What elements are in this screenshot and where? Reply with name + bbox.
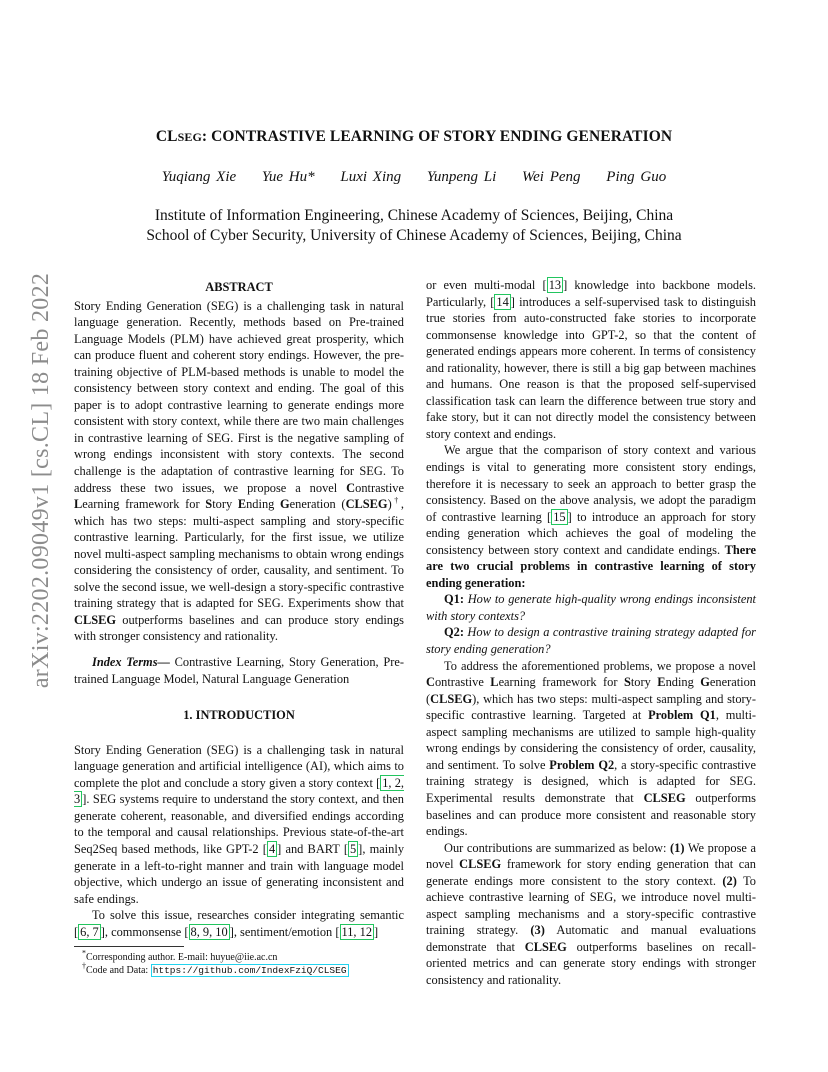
citation-link[interactable]: 5 <box>349 841 357 856</box>
clseg-name <box>525 940 567 954</box>
clseg-sc: SEG <box>541 939 567 954</box>
affiliation: Institute of Information Engineering, Chinese Academy of Sciences, Beijing, China <box>154 207 674 224</box>
arxiv-stamp-text: arXiv:2202.09049v1 [cs.CL] 18 Feb 2022 <box>28 272 55 688</box>
author-list <box>0 169 828 186</box>
problem-q2: Problem Q2 <box>549 757 615 772</box>
intro-part: , mainly generate in a left-to-right manner and train with language model objective, which undergo an issue of generating inconsistent and safe endings. <box>74 841 405 906</box>
intro-paragraph: Story Ending Generation (SEG) is a challenging task in natural language generation and artificial intelligence (AI), which aims to complete the plot and conclude a story given a story context [ 1, 2, 3 ]. SEG systems require to understand the story context, and then generate coherent, reasonable, and diversified endings according to the temporal and causal relationships. Previous state-of-the-art Seq2Seq based methods, like GPT-2 [ 4 ] and BART [ 5 ], mainly generate in a left-to-right manner and train with language model objective, which undergo an issue of generating inconsistent and safe endings. <box>74 742 405 906</box>
index-terms <box>74 654 404 687</box>
right-column <box>426 277 756 989</box>
affiliation: School of Cyber Security, University of Chinese Academy of Sciences, Beijing, China <box>146 227 682 244</box>
clseg-sc: SEG <box>362 497 388 512</box>
code-url-link[interactable]: https://github.com/IndexFziQ/CLSEG <box>152 965 347 976</box>
abstract-part: tory <box>212 497 238 512</box>
footnote <box>74 961 404 977</box>
dagger-mark: † <box>391 495 401 505</box>
citation-link[interactable]: 6, 7 <box>80 924 99 939</box>
body-part: outperforms baselines on recall-oriented metrics and can generate story endings with stronger consistency and rationality. <box>426 939 756 987</box>
clseg-cl: CL <box>459 857 477 872</box>
q1-label: Q1: <box>444 592 464 607</box>
body-part: ontrastive <box>434 675 491 690</box>
author: Yuqiang Xie <box>161 169 237 185</box>
intro-part: . SEG systems require to understand the story context, and then generate coherent, reasonable, and diversified endings according to the temporal and causal relationships. Previous state-of-the-art Seq2Seq based methods, like GPT-2 <box>74 792 404 856</box>
citation-link[interactable]: 14 <box>496 294 509 309</box>
body-part: outperforms baselines and can produce more consistent and reasonable story endings. <box>426 790 756 839</box>
body-part: We propose a novel <box>426 840 756 872</box>
author: Yue Hu* <box>261 169 315 185</box>
bold-letter: G <box>280 497 290 512</box>
intro-part: , sentiment/emotion <box>233 924 336 939</box>
bold-statement: There are two crucial problems in contrastive learning of story ending generation: <box>426 542 756 590</box>
body-part: eneration ( <box>426 675 757 706</box>
abstract-part: ontrastive <box>355 480 404 495</box>
contribution-number: (2) <box>722 873 737 888</box>
q2-label: Q2: <box>444 625 464 640</box>
body-part: tory <box>630 675 658 690</box>
title-prefix: CL <box>155 128 178 145</box>
body-part: We argue that the comparison of story context and various endings is vital to generating more consistent story endings, therefore it is necessary to seek an approach to better grasp the consistency. Based on the above analysis, we adopt the paradigm of contrastive learning <box>426 443 756 524</box>
author: Yunpeng Li <box>426 169 497 185</box>
intro-part: Story Ending Generation (SEG) is a challenging task in natural language generation and artificial intelligence (AI), which aims to complete the plot and conclude a story given a story context <box>74 742 404 790</box>
body-part: To achieve contrastive learning of SEG, we introduce novel multi-aspect sampling mechanisms and a story-specific contrastive training strategy. <box>426 873 756 938</box>
citation-link[interactable]: 8, 9, 10 <box>190 924 228 939</box>
paper-title <box>0 128 828 146</box>
body-part: or even multi-modal <box>426 278 543 292</box>
bold-letter: E <box>657 675 666 690</box>
abstract-part: outperforms baselines and can produce story endings with stronger consistency and rationality. <box>74 612 404 644</box>
abstract-part: , which has two steps: multi-aspect sampling and story-specific contrastive learning. Particularly, for the first issue, we utilize novel multi-aspect sampling mechanisms to obtain wrong endings considering the consistency of order, causality, and sentiment. To solve the second issue, we well-design a story-specific contrastive training strategy that is adapted for SEG. Experiments show that <box>74 497 404 611</box>
abstract-heading: ABSTRACT <box>205 280 273 294</box>
body-part: nding <box>665 675 701 690</box>
clseg-name <box>459 857 501 871</box>
citation-link[interactable]: 15 <box>553 509 566 524</box>
intro-part: , commonsense <box>104 924 185 939</box>
bold-letter: L <box>74 497 83 512</box>
star-mark: * <box>82 948 86 958</box>
citation-link[interactable]: 4 <box>268 841 276 856</box>
intro-paragraph: To solve this issue, researches consider integrating semantic [ 6, 7 ], commonsense [ 8, 9, 10 ], sentiment/emotion [ 11, 12 ] <box>74 908 404 939</box>
intro-heading: 1. INTRODUCTION <box>183 708 295 723</box>
body-paragraph: We argue that the comparison of story context and various endings is vital to generating more consistent story endings, therefore it is necessary to seek an approach to better grasp the consistency. Based on the above analysis, we adopt the paradigm of contrastive learning [ 15 ] to introduce an approach for story ending generation which achieves the goal of modeling the consistency between story context and candidate endings. There are two crucial problems in contrastive learning of story ending generation: <box>426 443 756 590</box>
citation-link[interactable]: 13 <box>548 278 562 292</box>
index-terms-label: Index Terms— <box>92 655 170 670</box>
problem-q1: Problem Q1 <box>648 708 716 723</box>
index-terms-text: Contrastive Learning, Story Generation, Pre-trained Language Model, Natural Language Generation <box>74 655 404 686</box>
q1-text: How to generate high-quality wrong endings inconsistent with story contexts? <box>426 592 756 623</box>
clseg-cl: CL <box>345 497 363 512</box>
clseg-cl: CL <box>74 612 92 627</box>
clseg-sc: SEG <box>660 790 686 805</box>
body-paragraph <box>426 840 756 989</box>
arxiv-stamp <box>12 272 72 688</box>
bold-letter: C <box>426 675 435 690</box>
contribution-number: (1) <box>670 840 685 855</box>
bold-letter: S <box>205 497 213 512</box>
dagger-mark: † <box>82 961 86 971</box>
body-paragraph <box>426 658 756 840</box>
clseg-name <box>644 791 686 805</box>
footnote-text: Corresponding author. E-mail: huyue@iie.ac.cn <box>86 952 278 963</box>
body-part: framework for story ending generation that can generate endings more consistent to the story context. <box>426 857 756 888</box>
bold-letter: C <box>346 480 356 495</box>
intro-part: To solve this issue, researches consider integrating semantic <box>92 908 404 923</box>
clseg-sc: SEG <box>91 612 117 627</box>
bold-letter: G <box>700 675 710 690</box>
author: Ping Guo <box>606 169 667 185</box>
body-part: earning framework for <box>498 675 618 690</box>
footnote-rule <box>74 946 184 947</box>
abstract-part: earning framework for <box>82 497 200 512</box>
body-part: to introduce an approach for story ending generation which achieves the goal of modeling the consistency between story context and candidate endings. <box>426 509 756 557</box>
author: Luxi Xing <box>340 169 402 185</box>
q2-text: How to design a contrastive training strategy adapted for story ending generation? <box>426 625 756 657</box>
citation-link[interactable]: 1, 2, 3 <box>74 775 404 807</box>
clseg-cl: CL <box>524 939 542 954</box>
footnotes <box>74 946 404 977</box>
contribution-number: (3) <box>530 923 545 938</box>
clseg-sc: SEG <box>447 691 473 706</box>
author: Wei Peng <box>522 169 581 185</box>
body-part: knowledge into backbone models. Particularly, <box>426 278 756 309</box>
affiliations <box>0 206 828 246</box>
body-part: To address the aforementioned problems, we propose a novel <box>444 658 756 673</box>
clseg-sc: SEG <box>476 857 502 872</box>
body-part: ), which has two steps: multi-aspect sampling and story-specific contrastive learning. Targeted at <box>426 691 756 723</box>
citation-link[interactable]: 11, 12 <box>341 924 373 939</box>
bold-letter: S <box>623 675 631 690</box>
clseg-cl: CL <box>643 790 661 805</box>
clseg-name <box>74 613 116 627</box>
abstract-text: Story Ending Generation (SEG) is a challenging task in natural language generation. Recently, methods based on Pre-trained Language Models (PLM) have achieved great prosperity, which can produce fluent and coherent story endings. However, the pre-training objective of PLM-based methods is unable to model the consistency between story context and ending. The goal of this paper is to adopt contrastive learning to generate endings more consistent with story context, while there are two main challenges in contrastive learning of SEG. First is the negative sampling of wrong endings inconsistent with story contexts. The second challenge is the adaptation of contrastive learning for SEG. To address these two issues, we propose a novel Contrastive Learning framework for Story Ending Generation (CLSEG)†, which has two steps: multi-aspect sampling and story-specific contrastive learning. Particularly, for the first issue, we utilize novel multi-aspect sampling mechanisms to obtain wrong endings considering the consistency of order, causality, and sentiment. To solve the second issue, we well-design a story-specific contrastive training strategy that is adapted for SEG. Experiments show that CLSEG outperforms baselines and can produce story endings with stronger consistency and rationality. <box>74 298 404 644</box>
footnote <box>74 948 404 964</box>
title-smallcaps: SEG <box>177 130 202 144</box>
abstract-part: Story Ending Generation (SEG) is a challenging task in natural language generation. Recently, methods based on Pre-trained Language Models (PLM) have achieved great prosperity, which can produce fluent and coherent story endings. However, the pre-training objective of PLM-based methods is unable to model the consistency between story context and ending. The goal of this paper is to adopt contrastive learning to generate endings more consistent with story context, while there are two main challenges in contrastive learning of SEG. First is the negative sampling of wrong endings inconsistent with story contexts. The second challenge is the adaptation of contrastive learning for SEG. To address these two issues, we propose a novel <box>74 298 404 495</box>
clseg-name <box>346 497 388 511</box>
body-part: , multi-aspect sampling mechanisms are utilized to sample high-quality wrong endings by considering the consistency of order, causality, and sentiment. To solve <box>426 708 757 772</box>
body-paragraph: or even multi-modal [ 13 ] knowledge into backbone models. Particularly, [ 14 ] introduces a self-supervised task to distinguish true stories from auto-constructed fake stories to incorporate commonsense knowledge into GPT-2, so that the content of generated endings appears more coherent. In terms of consistency and rationality, however, there is still a big gap between machines and humans. One reason is that the proposed self-supervised classification task can learn the difference between true story and fake story, but it can not directly model the consistency between story context and endings. <box>426 278 756 441</box>
bold-letter: L <box>490 675 499 690</box>
title-rest: : CONTRASTIVE LEARNING OF STORY ENDING GENERATION <box>201 128 673 145</box>
left-column <box>74 279 404 940</box>
bold-letter: E <box>237 497 247 512</box>
intro-part: and BART <box>281 841 344 856</box>
question-q2 <box>426 624 756 657</box>
body-part: Our contributions are summarized as below: <box>444 840 671 855</box>
clseg-name <box>430 692 472 706</box>
clseg-cl: CL <box>430 691 448 706</box>
abstract-part: eneration ( <box>289 497 346 512</box>
body-part: Automatic and manual evaluations demonstrate that <box>426 923 756 954</box>
body-part: introduces a self-supervised task to distinguish true stories from auto-constructed fake stories to incorporate commonsense knowledge into GPT-2, so that the content of generated endings appears more coherent. In terms of consistency and rationality, however, there is still a big gap between machines and humans. One reason is that the proposed self-supervised classification task can learn the difference between true story and fake story, but it can not directly model the consistency between story context and endings. <box>426 294 756 441</box>
question-q1 <box>426 591 756 624</box>
body-part: , a story-specific contrastive training strategy is designed, which is adapted for SEG. Experimental results demonstrate that <box>426 757 757 805</box>
abstract-part: nding <box>246 497 281 512</box>
footnote-text: Code and Data: <box>86 965 151 976</box>
